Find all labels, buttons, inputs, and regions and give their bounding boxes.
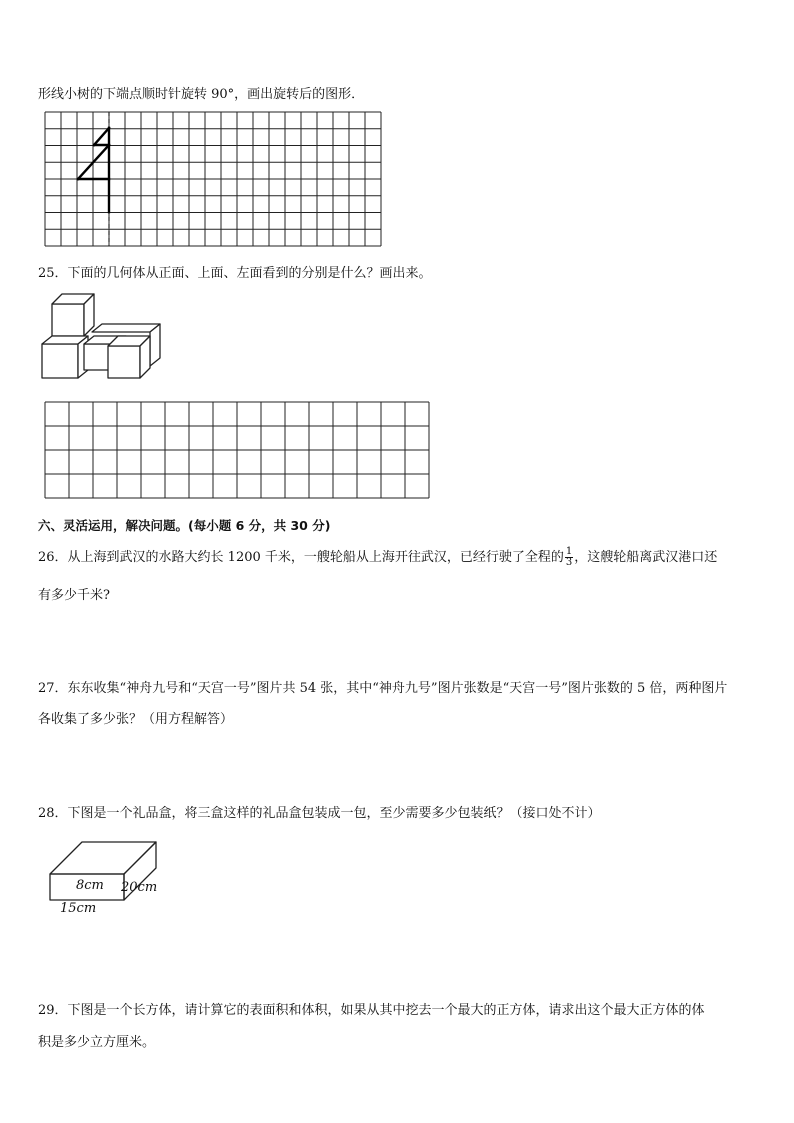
question-26-line2: 有多少千米?: [38, 588, 110, 603]
cube-stack-figure: [40, 290, 164, 382]
question-27-line2: 各收集了多少张？（用方程解答）: [38, 712, 234, 727]
dimension-length-label: 15cm: [60, 901, 97, 916]
cube-bottom-right: [108, 346, 140, 378]
question-29-line1: 29．下图是一个长方体，请计算它的表面积和体积，如果从其中挖去一个最大的正方体，请求出这个最大正方体的体: [38, 1003, 705, 1018]
rotation-grid: [45, 112, 381, 246]
question-29-line2: 积是多少立方厘米。: [38, 1035, 156, 1050]
question-24-text: 形线小树的下端点顺时针旋转 90°，画出旋转后的图形．: [38, 87, 365, 102]
question-26-line1: 26．从上海到武汉的水路大约长 1200 千米，一艘轮船从上海开往武汉，已经行驶了全程的 $\frac{1}{3}$ ，这艘轮船离武汉港口还: [38, 546, 718, 568]
question-27-line1: 27．东东收集“神舟九号和“天宫一号”图片共 54 张，其中“神舟九号”图片张数是“天宫一号”图片张数的 5 倍，两种图片: [38, 681, 728, 696]
question-28-text: 28．下图是一个礼品盒，将三盒这样的礼品盒包装成一包，至少需要多少包装纸？（接口处不计）: [38, 806, 601, 821]
dimension-height-label: 8cm: [76, 878, 104, 893]
answer-grid-25: [45, 402, 430, 498]
fraction-one-third: $\frac{1}{3}$: [565, 546, 573, 568]
cube-bottom-left: [42, 344, 78, 378]
question-25-text: 25．下面的几何体从正面、上面、左面看到的分别是什么？画出来。: [38, 266, 432, 281]
section-6-title: 六、灵活运用，解决问题。(每小题 6 分，共 30 分): [38, 518, 331, 533]
dimension-width-label: 20cm: [121, 880, 158, 895]
cube-top-front: [52, 304, 84, 336]
